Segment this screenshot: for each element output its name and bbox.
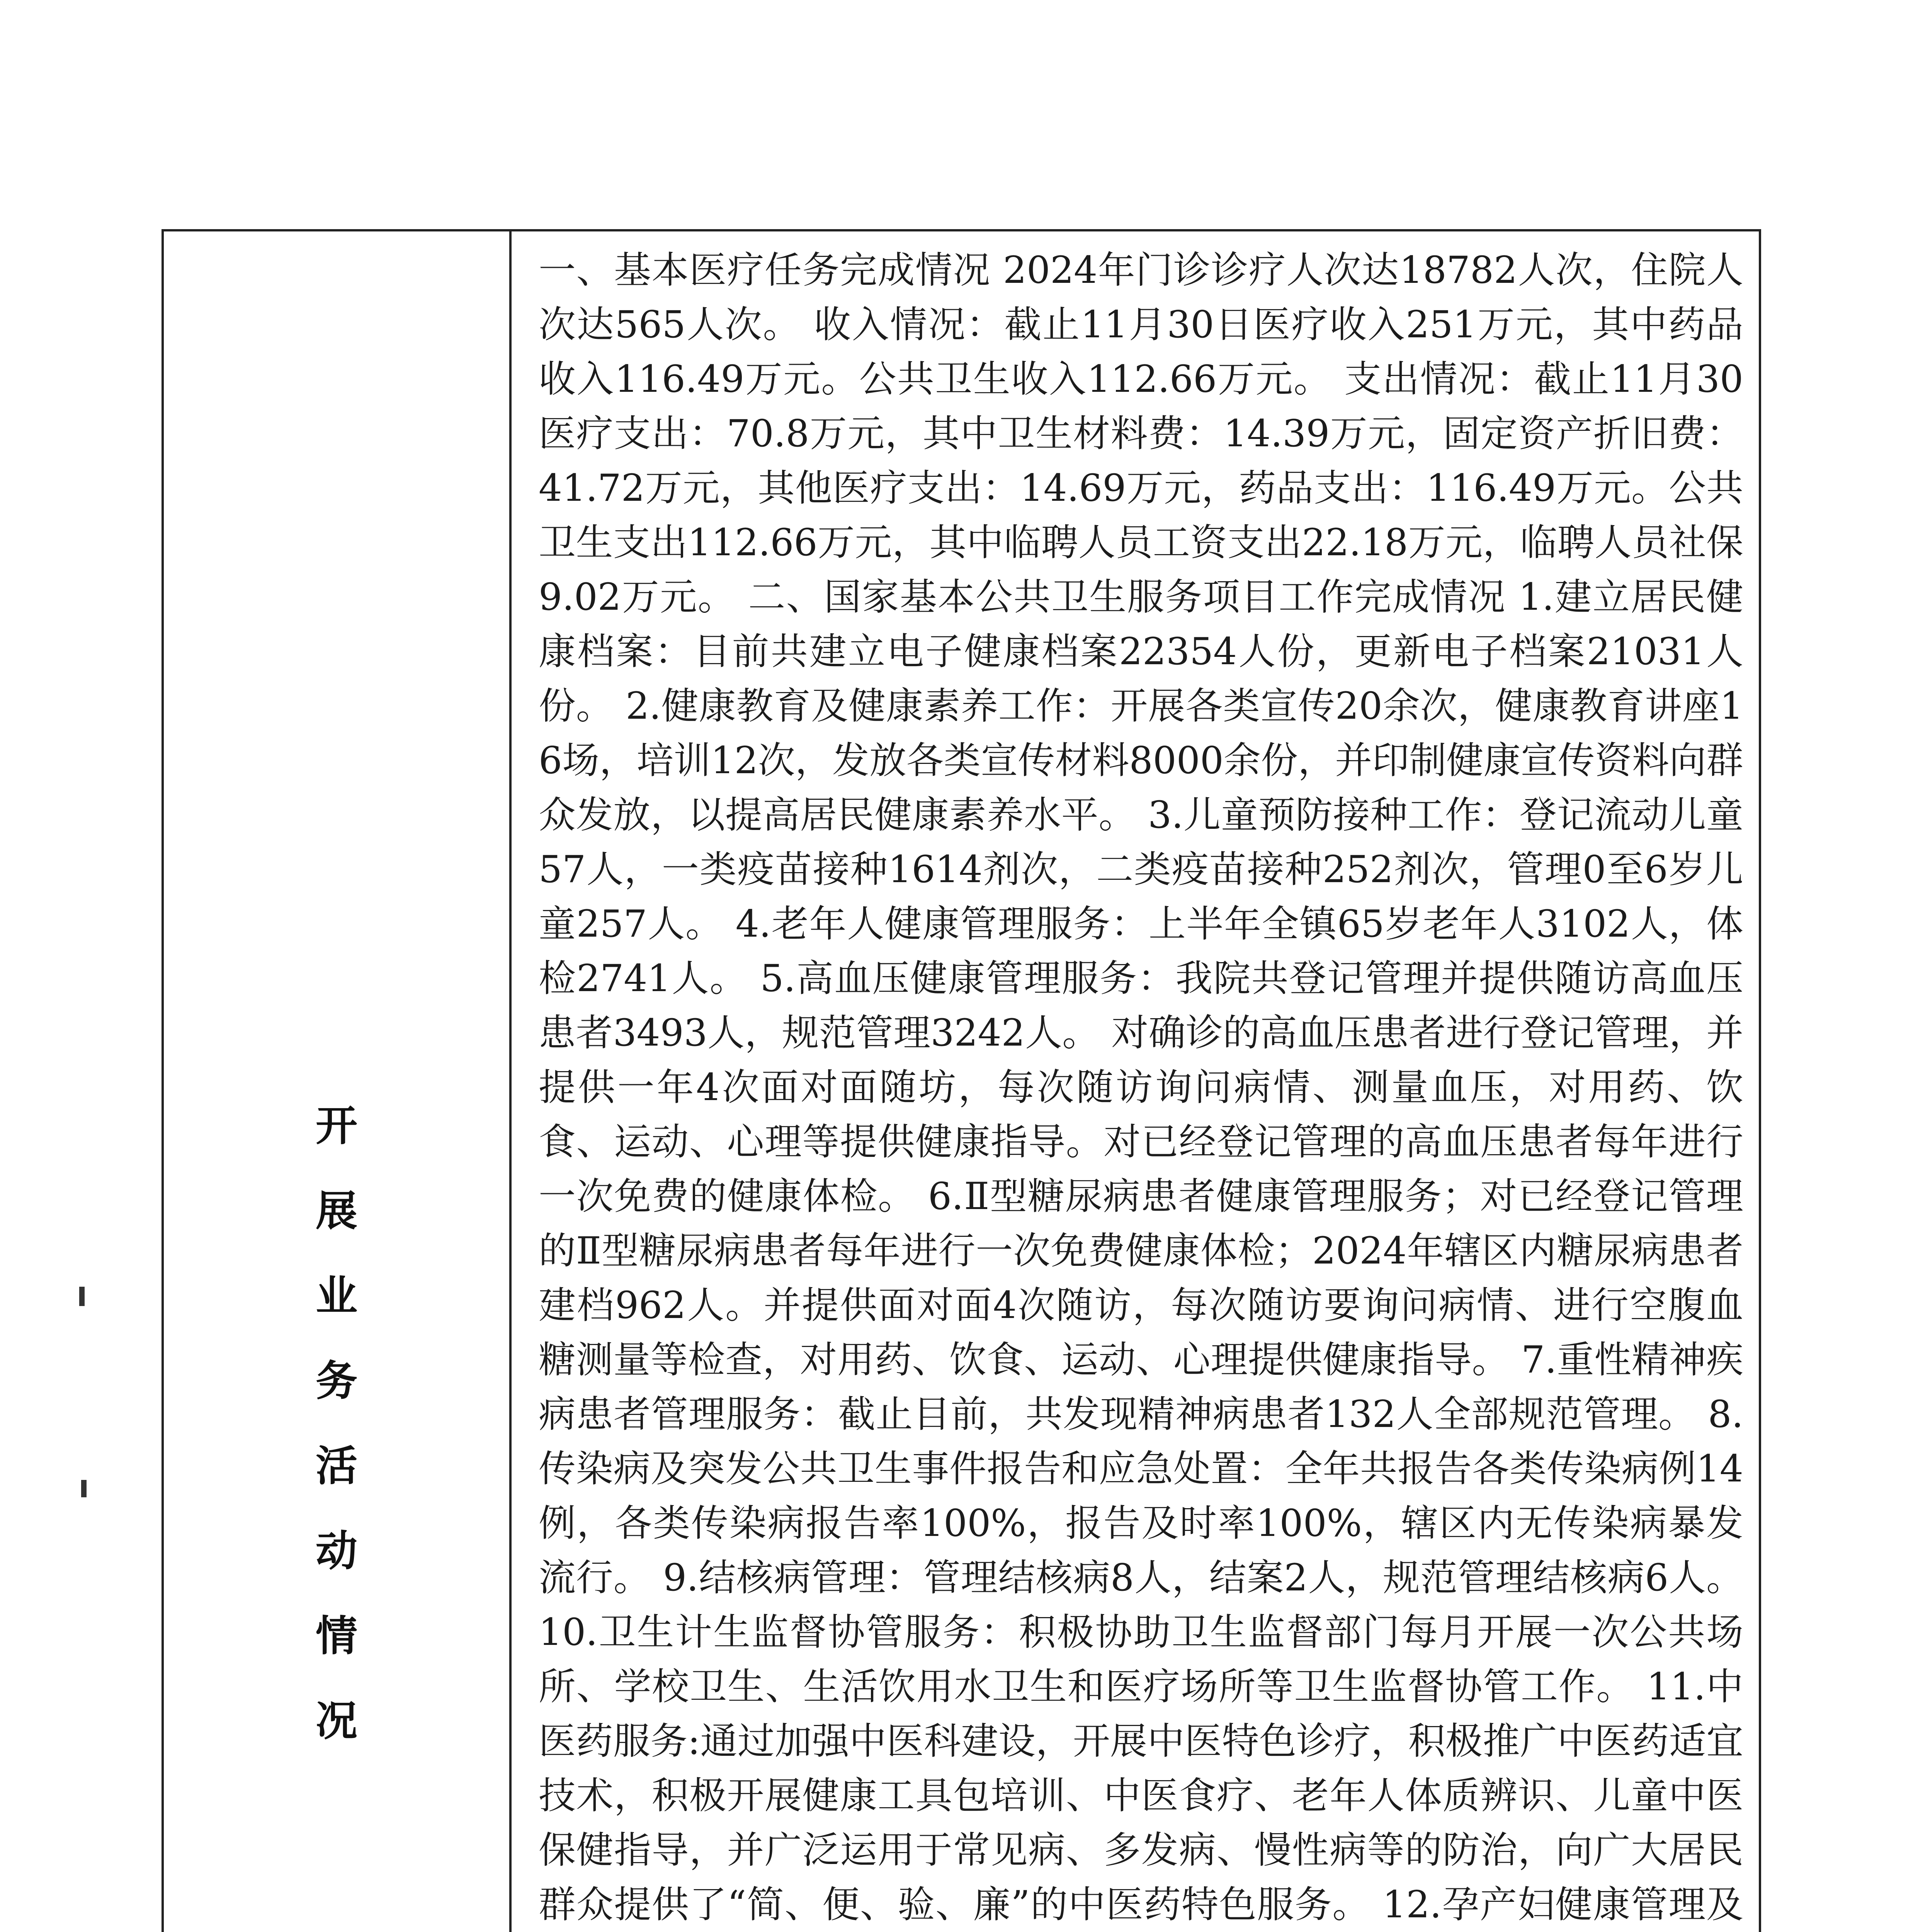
section-label bbox=[164, 1101, 509, 1781]
section-label-char: 况 bbox=[315, 1697, 357, 1745]
margin-mark bbox=[81, 1480, 87, 1497]
activity-table bbox=[162, 229, 1761, 1932]
section-label-char: 情 bbox=[315, 1612, 357, 1660]
section-label-char: 展 bbox=[315, 1187, 357, 1235]
section-label-char: 动 bbox=[315, 1527, 357, 1575]
section-label-char: 活 bbox=[315, 1442, 357, 1490]
section-label-char: 业 bbox=[315, 1272, 357, 1320]
margin-mark bbox=[79, 1287, 85, 1306]
section-label-char: 开 bbox=[315, 1102, 357, 1150]
section-label-char: 务 bbox=[315, 1357, 357, 1405]
section-label-cell bbox=[164, 231, 512, 1932]
content-cell bbox=[512, 231, 1759, 1932]
activity-report-text: 一、基本医疗任务完成情况 2024年门诊诊疗人次达18782人次，住院人次达565人次。 收入情况：截止11月30日医疗收入251万元，其中药品收入116.49万元。公共卫生收入112.66万元。 支出情况：截止11月30医疗支出：70.8万元，其中卫生材料费：14.39万元，固定资产折旧费：41.72万元，其他医疗支出：14.69万元，药品支出：116.49万元。公共卫生支出112.66万元，其中临聘人员工资支出22.18万元，临聘人员社保9.02万元。 二、国家基本公共卫生服务项目工作完成情况 1.建立居民健康档案：目前共建立电子健康档案22354人份，更新电子档案21031人份。 2.健康教育及健康素养工作：开展各类宣传20余次，健康教育讲座16场，培训12次，发放各类宣传材料8000余份，并印制健康宣传资料向群众发放，以提高居民健康素养水平。 3.儿童预防接种工作：登记流动儿童57人，一类疫苗接种1614剂次，二类疫苗接种252剂次，管理0至6岁儿童257人。 4.老年人健康管理服务：上半年全镇65岁老年人3102人，体检2741人。 5.高血压健康管理服务：我院共登记管理并提供随访高血压患者3493人，规范管理3242人。 对确诊的高血压患者进行登记管理，并提供一年4次面对面随坊，每次随访询问病情、测量血压，对用药、饮食、运动、心理等提供健康指导。对已经登记管理的高血压患者每年进行一次免费的健康体检。 6.Ⅱ型糖尿病患者健康管理服务；对已经登记管理的Ⅱ型糖尿病患者每年进行一次免费健康体检；2024年辖区内糖尿病患者建档962人。并提供面对面4次随访，每次随访要询问病情、进行空腹血糖测量等检查，对用药、饮食、运动、心理提供健康指导。 7.重性精神疾病患者管理服务：截止目前，共发现精神病患者132人全部规范管理。 8.传染病及突发公共卫生事件报告和应急处置：全年共报告各类传染病例14例，各类传染病报告率100%，报告及时率100%，辖区内无传染病暴发流行。 9.结核病管理：管理结核病8人，结案2人，规范管理结核病6人。 10.卫生计生监督协管服务：积极协助卫生监督部门每月开展一次公共场所、学校卫生、生活饮用水卫生和医疗场所等卫生监督协管工作。 11.中医药服务:通过加强中医科建设，开展中医特色诊疗，积极推广中医药适宜技术，积极开展健康工具包培训、中医食疗、老年人体质辨识、儿童中医保健指导，并广泛运用于常见病、多发病、慢性病等的防治，向广大居民群众提供了“简、便、验、廉”的中医药特色服务。 12.孕产妇健康管理及 bbox=[539, 248, 1743, 1926]
